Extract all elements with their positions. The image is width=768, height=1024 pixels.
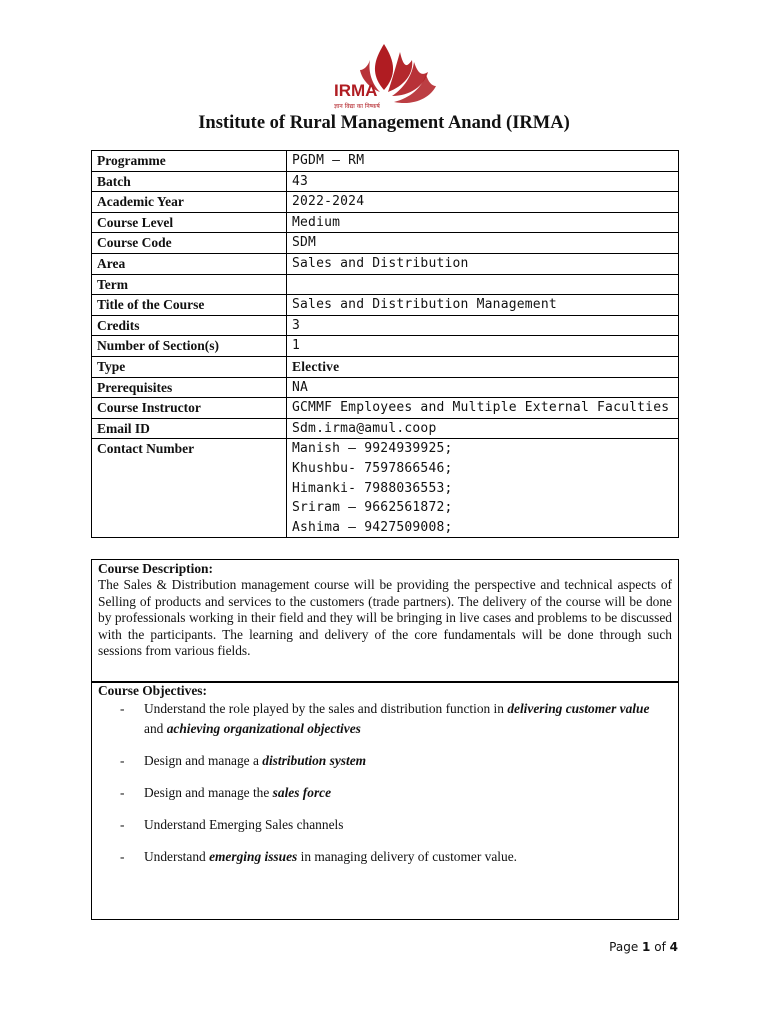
page-total: 4 [669,940,678,954]
term-value [287,274,679,295]
instructor-value: GCMMF Employees and Multiple External Faculties [287,398,679,419]
row-programme [92,151,679,172]
objective-text: Understand Emerging Sales channels [144,816,344,832]
course-level-label: Course Level [92,212,287,233]
objective-item [98,751,672,771]
course-code-label: Course Code [92,233,287,254]
list-dash: - [120,816,125,832]
logo-wordmark: IRMA [334,81,378,100]
logo-tagline: ज्ञान विद्या का निष्कर्ष [334,103,380,110]
contact-number: Ashima – 9427509008; [292,519,453,535]
prerequisites-label: Prerequisites [92,377,287,398]
row-term [92,274,679,295]
credits-label: Credits [92,315,287,336]
list-dash: - [120,701,125,716]
area-label: Area [92,253,287,274]
objective-emphasis: delivering customer value [507,701,650,716]
objective-item [98,699,672,738]
programme-label: Programme [92,151,287,172]
row-area [92,253,679,274]
email-label: Email ID [92,418,287,439]
term-label: Term [92,274,287,295]
objective-text: Design and manage a [144,752,263,768]
instructor-label: Course Instructor [92,398,287,419]
row-course-title [92,295,679,316]
of-word: of [654,940,666,954]
type-value: Elective [287,356,679,377]
row-prerequisites [92,377,679,398]
row-sections [92,336,679,357]
course-level-value: Medium [287,212,679,233]
course-code-value: SDM [287,233,679,254]
objective-item [98,783,672,803]
course-objectives-box [91,681,679,920]
row-instructor [92,398,679,419]
contact-number: Manish – 9924939925; [292,441,453,457]
objective-item [98,815,672,835]
list-dash: - [120,784,125,800]
objective-text: in managing delivery of customer value. [297,848,518,864]
row-contact [92,439,679,538]
contact-number: Himanki- 7988036553; [292,480,453,496]
page-current: 1 [642,940,651,954]
course-description-heading: Course Description: [98,561,213,576]
objective-text: Understand the role played by the sales and distribution function in [144,701,508,716]
row-type [92,356,679,377]
course-title-label: Title of the Course [92,295,287,316]
batch-label: Batch [92,171,287,192]
row-course-code [92,233,679,254]
list-dash: - [120,752,125,768]
contact-number: Sriram – 9662561872; [292,500,453,516]
type-label: Type [92,356,287,377]
row-academic-year [92,192,679,213]
objective-emphasis: sales force [272,784,332,800]
objective-emphasis: emerging issues [209,848,298,864]
credits-value: 3 [287,315,679,336]
email-value: Sdm.irma@amul.coop [287,418,679,439]
batch-value: 43 [287,171,679,192]
prerequisites-value: NA [287,377,679,398]
course-objectives-heading: Course Objectives: [98,683,207,698]
row-credits [92,315,679,336]
objective-emphasis: distribution system [262,752,367,768]
row-batch [92,171,679,192]
contact-values [287,439,679,538]
course-description-box [91,559,679,683]
objective-text: and [144,720,167,736]
irma-logo [330,40,442,112]
objective-emphasis: achieving organizational objectives [166,720,361,736]
course-description-text: The Sales & Distribution management course will be providing the perspective and technical aspects of Selling of products and services to the customers (trade partners). The delivery of the course will be done by professionals working in their field and they will be bringing in live cases and problems to be discussed with the participants. The learning and delivery of the core fundamentals will be done through such sessions from various fields. [98,577,672,659]
programme-value: PGDM – RM [287,151,679,172]
institute-title: Institute of Rural Management Anand (IRMA) [198,113,570,133]
contact-label: Contact Number [92,439,287,538]
area-value: Sales and Distribution [287,253,679,274]
sections-label: Number of Section(s) [92,336,287,357]
objective-text: Design and manage the [144,784,273,800]
row-course-level [92,212,679,233]
contact-number: Khushbu- 7597866546; [292,460,453,476]
objective-item [98,847,672,867]
course-title-value: Sales and Distribution Management [287,295,679,316]
objectives-list [98,699,672,866]
lotus-logo-icon [330,40,442,112]
page-word: Page [609,940,639,954]
objective-text: Understand [144,848,210,864]
academic-year-value: 2022-2024 [287,192,679,213]
page-number [609,940,678,954]
row-email [92,418,679,439]
sections-value: 1 [287,336,679,357]
course-info-table [91,150,679,538]
academic-year-label: Academic Year [92,192,287,213]
list-dash: - [120,848,125,864]
